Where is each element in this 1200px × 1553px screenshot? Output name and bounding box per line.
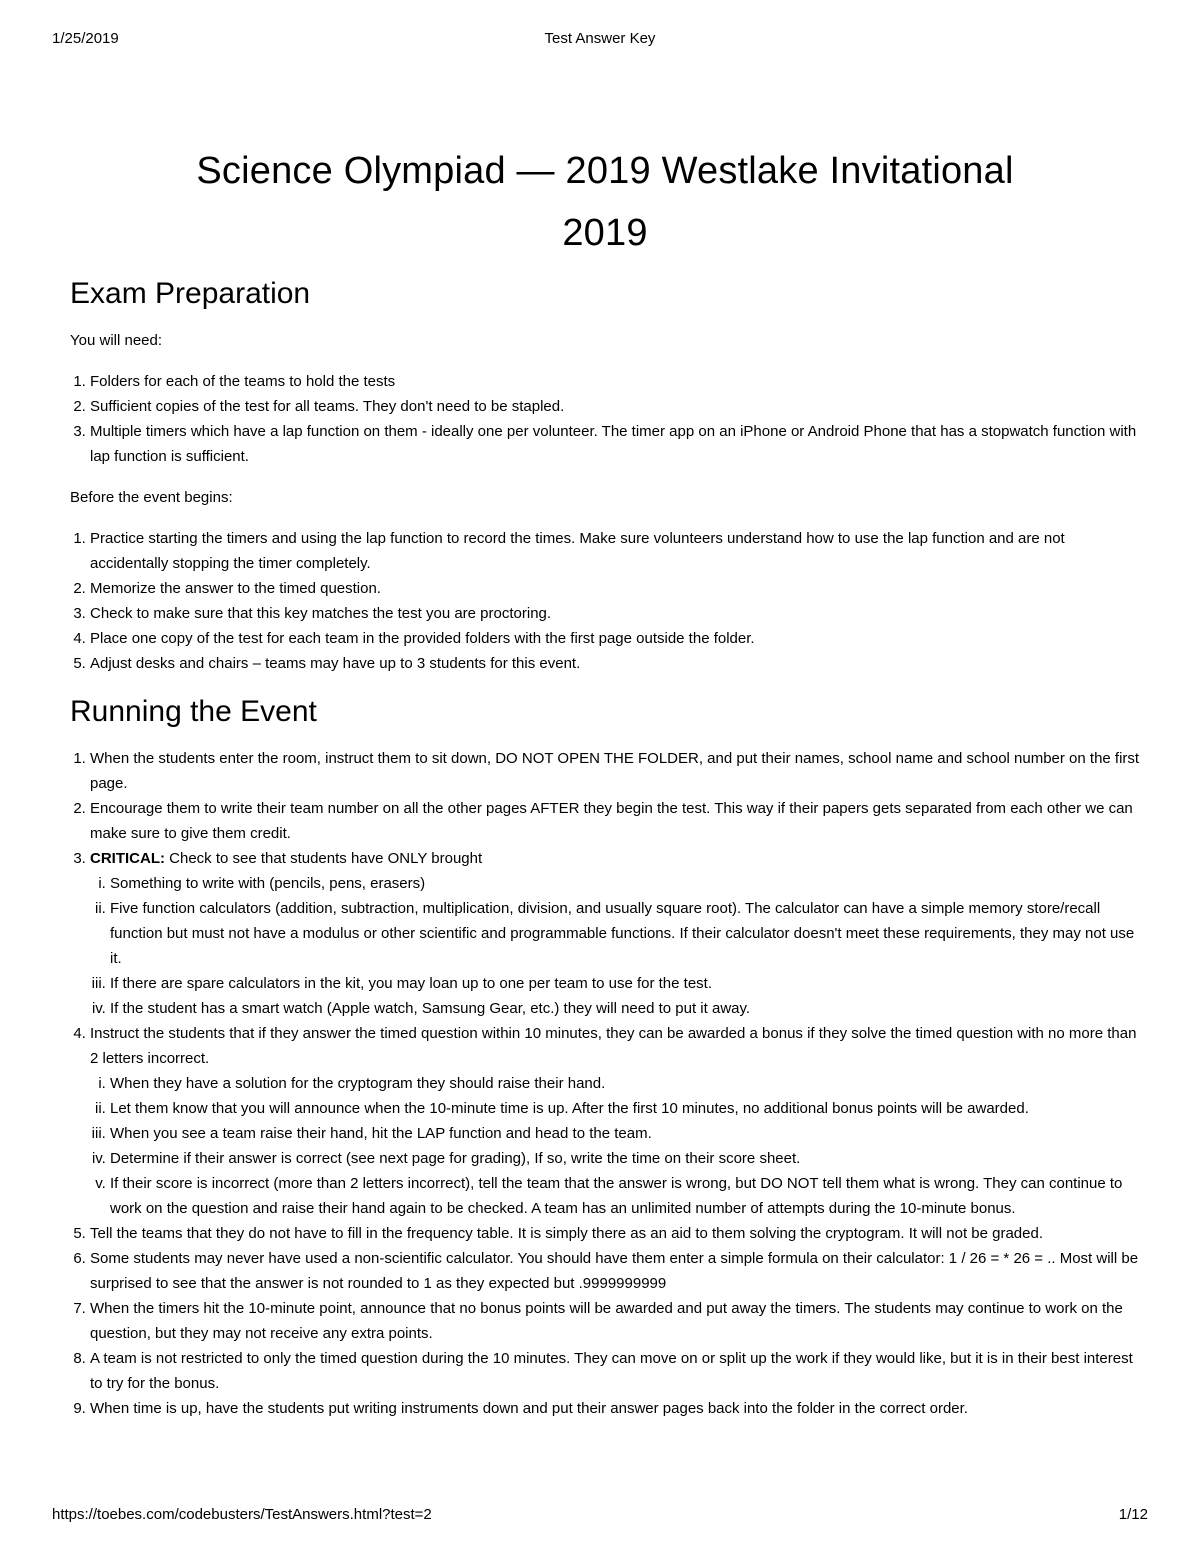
list-item: 3. Check to make sure that this key matches the test you are proctoring. (90, 601, 1140, 626)
exam-preparation-heading: Exam Preparation (70, 277, 311, 310)
sub-list-item: iii. If there are spare calculators in the kit, you may loan up to one per team to use for the test. (110, 971, 1140, 996)
sub-list-item: ii. Five function calculators (addition, subtraction, multiplication, division, and usually square root). The calculator can have a simple memory store/recall function but must not have a modulus or other scientific and programmable functions. If their calculator doesn't meet these requirements, they may not use it. (110, 896, 1140, 971)
before-intro: Before the event begins: (70, 489, 233, 506)
exam-preparation-section (70, 274, 1140, 676)
list-item: 1. When the students enter the room, instruct them to sit down, DO NOT OPEN THE FOLDER, and put their names, school name and school number on the first page. (90, 746, 1140, 796)
sub-list-item: i. Something to write with (pencils, pens, erasers) (110, 871, 1140, 896)
bonus-sublist (90, 1071, 1140, 1221)
page-header (52, 30, 1148, 50)
sub-list-item: i. When they have a solution for the cryptogram they should raise their hand. (110, 1071, 1140, 1096)
title-line-1: Science Olympiad — 2019 Westlake Invitational (196, 150, 1014, 192)
list-item: 5. Tell the teams that they do not have to fill in the frequency table. It is simply there as an aid to them solving the cryptogram. It will not be graded. (90, 1221, 1140, 1246)
document-title (70, 140, 1140, 264)
list-item: 1. Practice starting the timers and using the lap function to record the times. Make sure volunteers understand how to use the lap function and are not accidentally stopping the timer completely. (90, 526, 1140, 576)
list-item: 2. Sufficient copies of the test for all teams. They don't need to be stapled. (90, 394, 1140, 419)
list-item: 2. Encourage them to write their team number on all the other pages AFTER they begin the test. This way if their papers gets separated from each other we can make sure to give them credit. (90, 796, 1140, 846)
sub-list-item: ii. Let them know that you will announce when the 10-minute time is up. After the first 10 minutes, no additional bonus points will be awarded. (110, 1096, 1140, 1121)
page-number: 1/12 (1118, 1506, 1148, 1523)
bonus-text: Instruct the students that if they answer the timed question within 10 minutes, they can be awarded a bonus if they solve the timed question with no more than 2 letters incorrect. (90, 1025, 1137, 1067)
sub-list-item: iv. Determine if their answer is correct (see next page for grading), If so, write the time on their score sheet. (110, 1146, 1140, 1171)
document-body (70, 140, 1140, 1437)
list-item: 7. When the timers hit the 10-minute point, announce that no bonus points will be awarded and put away the timers. The students may continue to work on the question, but they may not receive any extra points. (90, 1296, 1140, 1346)
list-item: 9. When time is up, have the students put writing instruments down and put their answer pages back into the folder in the correct order. (90, 1396, 1140, 1421)
list-item: 6. Some students may never have used a non-scientific calculator. You should have them enter a simple formula on their calculator: 1 / 26 = * 26 = .. Most will be surprised to see that the answer is not rounded to 1 as they expected but .9999999999 (90, 1246, 1140, 1296)
running-event-section (70, 692, 1140, 1421)
list-item: 1. Folders for each of the teams to hold the tests (90, 369, 1140, 394)
print-title: Test Answer Key (544, 30, 656, 47)
list-item: 5. Adjust desks and chairs – teams may have up to 3 students for this event. (90, 651, 1140, 676)
sub-list-item: v. If their score is incorrect (more than 2 letters incorrect), tell the team that the answer is wrong, but DO NOT tell them what is wrong. They can continue to work on the question and raise their hand again to be checked. A team has an unlimited number of attempts during the 10-minute bonus. (110, 1171, 1140, 1221)
list-item: 2. Memorize the answer to the timed question. (90, 576, 1140, 601)
sub-list-item: iii. When you see a team raise their hand, hit the LAP function and head to the team. (110, 1121, 1140, 1146)
list-item: 8. A team is not restricted to only the timed question during the 10 minutes. They can move on or split up the work if they would like, but it is in their best interest to try for the bonus. (90, 1346, 1140, 1396)
critical-sublist (90, 871, 1140, 1021)
running-steps-list (70, 746, 1140, 1421)
before-list (70, 526, 1140, 676)
page-footer (52, 1506, 1148, 1526)
list-item-critical (90, 846, 1140, 1021)
list-item-bonus (90, 1021, 1140, 1221)
print-url: https://toebes.com/codebusters/TestAnswers.html?test=2 (52, 1506, 432, 1523)
list-item: 4. Place one copy of the test for each team in the provided folders with the first page outside the folder. (90, 626, 1140, 651)
need-intro: You will need: (70, 332, 163, 349)
list-item: 3. Multiple timers which have a lap function on them - ideally one per volunteer. The timer app on an iPhone or Android Phone that has a stopwatch function with lap function is sufficient. (90, 419, 1140, 469)
critical-label: CRITICAL: (90, 850, 165, 867)
running-event-heading: Running the Event (70, 695, 317, 728)
critical-text: Check to see that students have ONLY brought (165, 850, 483, 867)
print-date: 1/25/2019 (52, 30, 119, 47)
title-line-2: 2019 (562, 212, 648, 254)
need-list (70, 369, 1140, 469)
sub-list-item: iv. If the student has a smart watch (Apple watch, Samsung Gear, etc.) they will need to put it away. (110, 996, 1140, 1021)
